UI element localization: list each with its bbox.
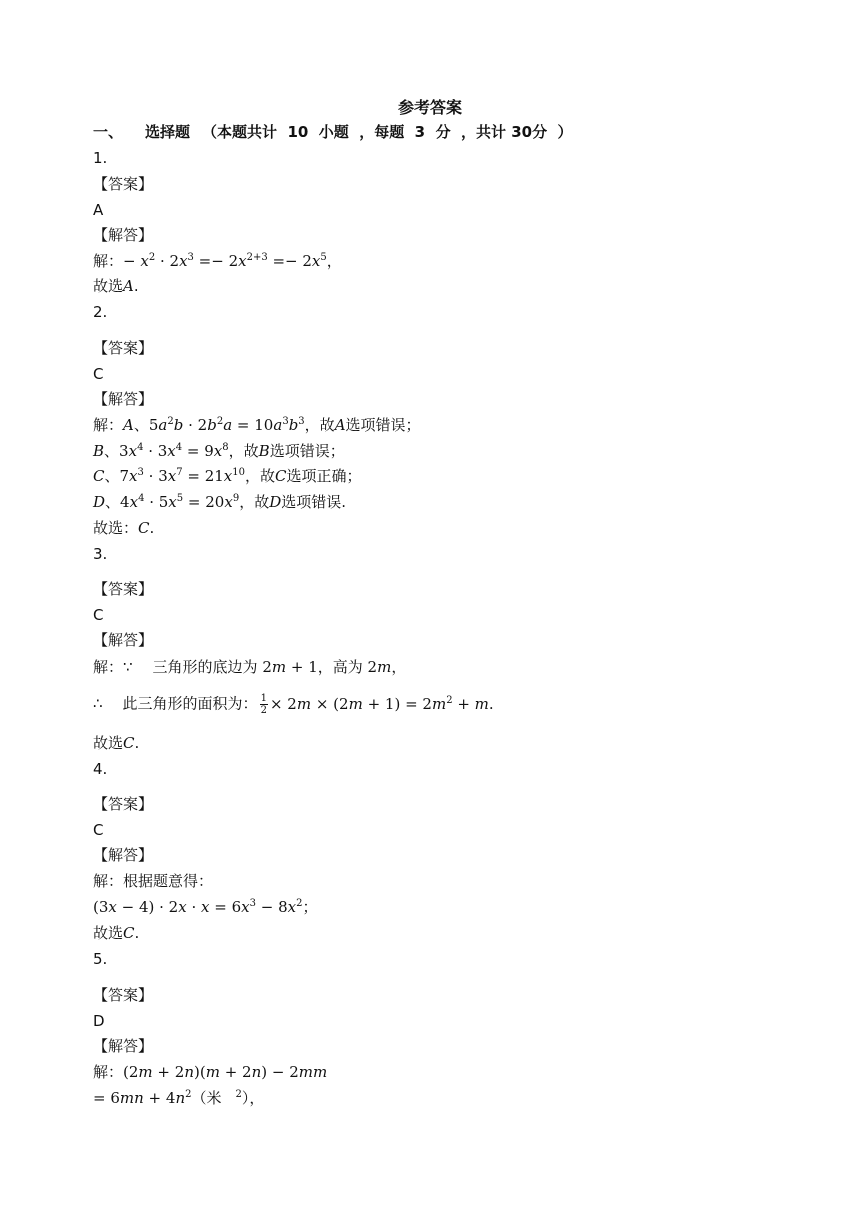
q1-number: 1.	[93, 149, 108, 167]
section-description: （本题共计 10 小题 ，每题 3 分 ，共计 30分 ）	[202, 123, 573, 141]
q1-answer-value: A	[93, 201, 104, 219]
q3-number: 3.	[93, 545, 108, 563]
q3-answer-label: 【答案】	[93, 580, 154, 598]
q2-number: 2.	[93, 303, 108, 321]
q5-answer-value: D	[93, 1012, 105, 1030]
q4-answer-label: 【答案】	[93, 795, 154, 813]
section-name: 选择题	[145, 123, 191, 141]
q5-solution-label: 【解答】	[93, 1037, 154, 1055]
q2-answer-value: C	[93, 365, 104, 383]
q2-solution-label: 【解答】	[93, 390, 154, 408]
q5-answer-label: 【答案】	[93, 986, 154, 1004]
q5-solution-line-2: = $6mn + 4n^2$（米 $^2$），	[93, 1089, 265, 1107]
section-heading	[93, 122, 573, 142]
q2-solution-line-d: D、$4x^4 \cdot 5x^5 = 20x^9$，故D选项错误.	[93, 493, 347, 511]
q2-solution-line-c: C、$7x^3 \cdot 3x^7 = 21x^{10}$，故C选项正确；	[93, 467, 362, 485]
q2-conclusion: 故选：C.	[93, 519, 155, 537]
q1-solution-line-1: 解：− $x^2 \cdot 2x^3 =- 2x^{2+3} =- 2x^5$，	[93, 252, 342, 270]
q2-answer-label: 【答案】	[93, 339, 154, 357]
q4-solution-label: 【解答】	[93, 846, 154, 864]
q1-solution-label: 【解答】	[93, 226, 154, 244]
q4-solution-line-1: 解：根据题意得：	[93, 872, 214, 890]
q1-answer-label: 【答案】	[93, 175, 154, 193]
one-half-fraction: $\frac{1}{2}$	[260, 693, 267, 716]
q3-answer-value: C	[93, 606, 104, 624]
q4-conclusion: 故选C.	[93, 924, 140, 942]
q3-solution-label: 【解答】	[93, 631, 154, 649]
q5-number: 5.	[93, 950, 108, 968]
q2-solution-line-a: 解：A、$5a^2b \cdot 2b^2a = 10a^3b^3$，故A选项错误；	[93, 416, 421, 434]
q1-equation: − $x^2 \cdot 2x^3 =- 2x^{2+3} =- 2x^5$	[123, 252, 327, 270]
q3-solution-line-1: 解：∵ 三角形的底边为 2m + 1，高为 2m，	[93, 658, 407, 676]
q1-conclusion: 故选A.	[93, 277, 139, 295]
q4-answer-value: C	[93, 821, 104, 839]
q3-conclusion: 故选C.	[93, 734, 140, 752]
q4-number: 4.	[93, 760, 108, 778]
q2-solution-line-b: B、$3x^4 \cdot 3x^4 = 9x^8$，故B选项错误；	[93, 442, 345, 460]
q4-solution-line-2: $(3x - 4) \cdot 2x \cdot x = 6x^3 - 8x^2$；	[93, 898, 318, 916]
section-number: 一、	[93, 123, 124, 141]
q3-solution-line-2: ∴ 此三角形的面积为： $\frac{1}{2}$ × $2m \times (2m + 1) = 2m^2 + m$.	[93, 693, 494, 716]
q5-solution-line-1: 解：(2m + 2n)(m + 2n) − 2mm	[93, 1063, 328, 1081]
page-title: 参考答案	[397, 98, 462, 117]
